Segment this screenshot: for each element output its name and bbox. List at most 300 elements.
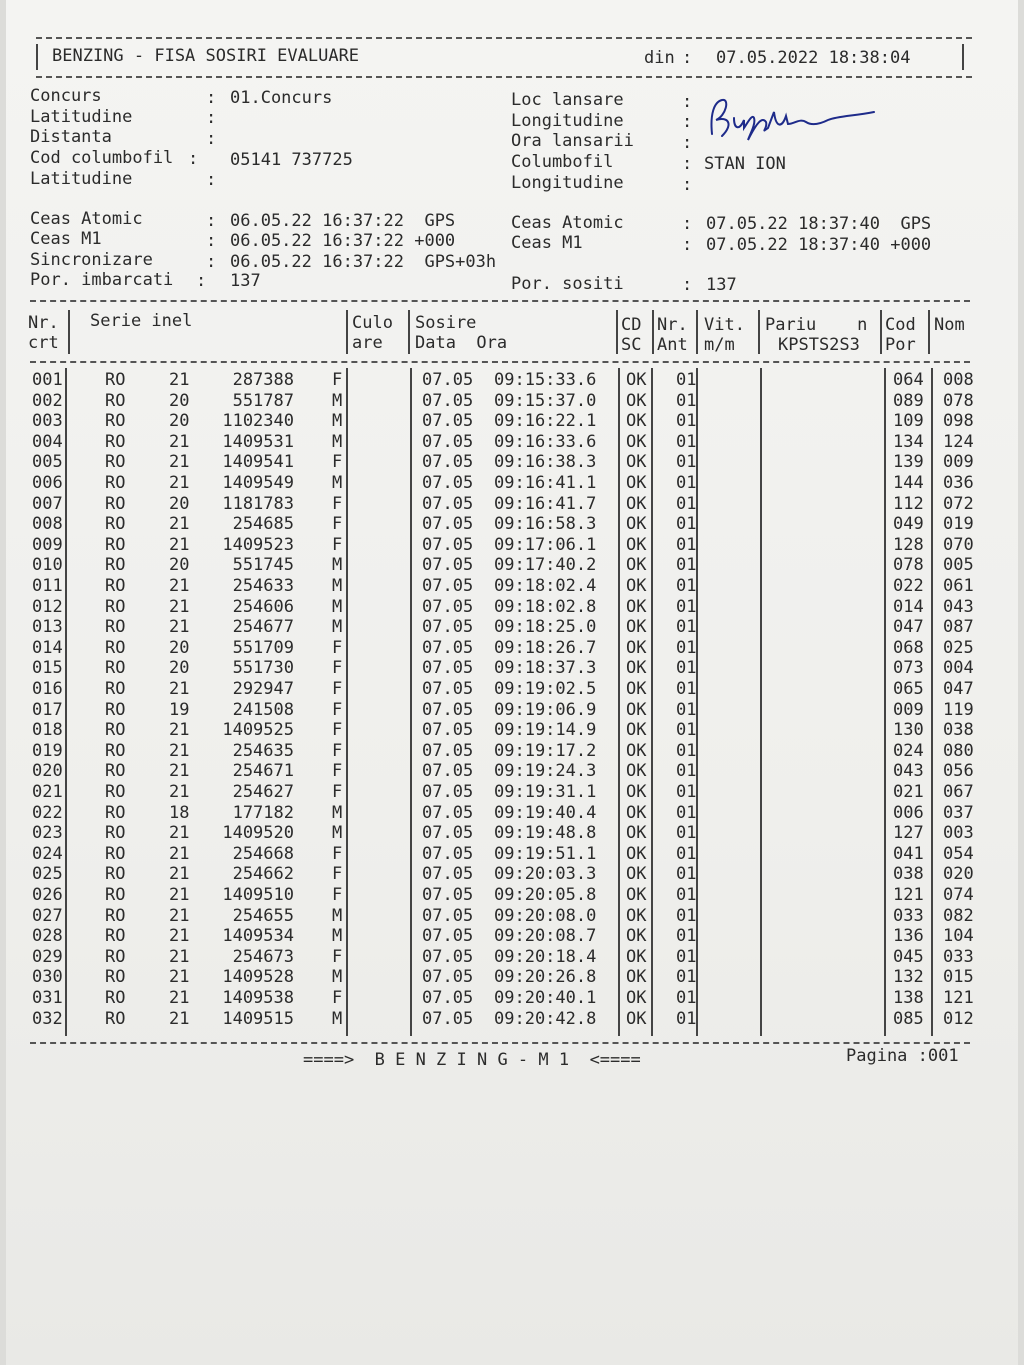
th-ant: Ant bbox=[657, 335, 688, 355]
cell-cod: 065 bbox=[893, 679, 924, 699]
info-colon: : bbox=[206, 129, 217, 149]
cell-sex: F bbox=[332, 885, 343, 905]
cell-cod: 014 bbox=[893, 596, 924, 617]
cell-inel: 254662 bbox=[232, 864, 294, 885]
cell-nom: 015 bbox=[943, 967, 974, 988]
cell-inel: 254633 bbox=[232, 576, 294, 596]
clock-colon: : bbox=[196, 271, 207, 291]
cell-ora: 09:20:08.7 bbox=[494, 926, 597, 947]
cell-ant: 01 bbox=[676, 946, 697, 967]
cell-sex: F bbox=[332, 843, 343, 864]
cell-ora: 09:19:17.2 bbox=[494, 740, 597, 761]
cell-ant: 01 bbox=[676, 905, 697, 926]
cell-cd: OK bbox=[626, 370, 647, 390]
cell-cod: 128 bbox=[893, 534, 924, 555]
cell-tara: RO bbox=[105, 823, 126, 844]
cell-cd: OK bbox=[626, 679, 647, 699]
cell-nr: 009 bbox=[32, 534, 63, 555]
cell-nom: 054 bbox=[943, 843, 974, 864]
cell-data: 07.05 bbox=[422, 370, 474, 390]
cell-data: 07.05 bbox=[422, 720, 474, 741]
cell-cod: 043 bbox=[893, 761, 924, 782]
cell-tara: RO bbox=[105, 1008, 126, 1029]
cell-nr: 022 bbox=[32, 802, 63, 823]
clock-colon: : bbox=[206, 211, 217, 231]
th-sosire: Sosire bbox=[415, 313, 477, 333]
cell-nom: 037 bbox=[943, 802, 974, 823]
cell-ora: 09:20:18.4 bbox=[494, 946, 597, 967]
cell-nr: 002 bbox=[32, 390, 63, 411]
cell-an: 21 bbox=[169, 782, 190, 802]
clock-label: Ceas Atomic bbox=[30, 209, 143, 229]
info-value: 05141 737725 bbox=[230, 150, 353, 170]
table-row bbox=[32, 658, 992, 679]
clock-colon: : bbox=[206, 231, 217, 251]
cell-sex: M bbox=[332, 411, 343, 432]
cell-cd: OK bbox=[626, 802, 647, 823]
page-number: Pagina :001 bbox=[846, 1046, 959, 1066]
cell-data: 07.05 bbox=[422, 679, 474, 699]
th-sc: SC bbox=[621, 335, 642, 355]
cell-nr: 019 bbox=[32, 740, 63, 761]
cell-tara: RO bbox=[105, 617, 126, 638]
table-row bbox=[32, 411, 992, 432]
cell-ant: 01 bbox=[676, 843, 697, 864]
clock-value: 137 bbox=[706, 275, 737, 295]
info-label: Latitudine bbox=[30, 169, 133, 189]
table-row bbox=[32, 679, 992, 700]
cell-nr: 018 bbox=[32, 720, 63, 741]
cell-inel: 1409525 bbox=[222, 720, 294, 741]
cell-cd: OK bbox=[626, 761, 647, 782]
cell-cd: OK bbox=[626, 473, 647, 493]
cell-cod: 033 bbox=[893, 905, 924, 926]
th-nom: Nom bbox=[934, 315, 965, 335]
cell-ant: 01 bbox=[676, 699, 697, 720]
info-label: Loc lansare bbox=[511, 90, 624, 110]
clock-value: 137 bbox=[230, 271, 261, 291]
cell-nom: 098 bbox=[943, 411, 974, 432]
cell-sex: M bbox=[332, 390, 343, 411]
report-date-label: din bbox=[644, 48, 675, 68]
table-row bbox=[32, 741, 992, 762]
cell-tara: RO bbox=[105, 534, 126, 555]
cell-nr: 024 bbox=[32, 843, 63, 864]
cell-inel: 177182 bbox=[232, 802, 294, 823]
cell-cd: OK bbox=[626, 988, 647, 1008]
cell-data: 07.05 bbox=[422, 967, 474, 988]
cell-ant: 01 bbox=[676, 967, 697, 988]
cell-an: 20 bbox=[169, 390, 190, 411]
cell-ant: 01 bbox=[676, 802, 697, 823]
cell-data: 07.05 bbox=[422, 534, 474, 555]
cell-inel: 254671 bbox=[232, 761, 294, 782]
top-border bbox=[36, 37, 972, 39]
cell-an: 21 bbox=[169, 514, 190, 535]
th-cod: Cod bbox=[885, 315, 916, 335]
cell-nom: 067 bbox=[943, 782, 974, 802]
table-row bbox=[32, 823, 992, 844]
cell-nr: 007 bbox=[32, 493, 63, 514]
th-crt: crt bbox=[28, 333, 59, 353]
cell-tara: RO bbox=[105, 946, 126, 967]
cell-inel: 241508 bbox=[232, 699, 294, 720]
cell-cd: OK bbox=[626, 431, 647, 452]
cell-ora: 09:20:40.1 bbox=[494, 988, 597, 1008]
cell-an: 21 bbox=[169, 823, 190, 844]
cell-ora: 09:20:03.3 bbox=[494, 864, 597, 885]
table-row bbox=[32, 967, 992, 988]
cell-nom: 019 bbox=[943, 514, 974, 535]
cell-an: 21 bbox=[169, 843, 190, 864]
cell-tara: RO bbox=[105, 679, 126, 699]
cell-nom: 043 bbox=[943, 596, 974, 617]
cell-inel: 1409515 bbox=[222, 1008, 294, 1029]
cell-nom: 005 bbox=[943, 555, 974, 576]
cell-an: 21 bbox=[169, 679, 190, 699]
table-header-bottom-border bbox=[30, 361, 970, 363]
cell-cd: OK bbox=[626, 843, 647, 864]
cell-ant: 01 bbox=[676, 555, 697, 576]
cell-cod: 127 bbox=[893, 823, 924, 844]
cell-cd: OK bbox=[626, 1008, 647, 1029]
cell-cod: 006 bbox=[893, 802, 924, 823]
col-sep bbox=[880, 310, 882, 354]
cell-sex: F bbox=[332, 864, 343, 885]
cell-sex: F bbox=[332, 514, 343, 535]
table-row bbox=[32, 700, 992, 721]
info-colon: : bbox=[206, 108, 217, 128]
cell-sex: F bbox=[332, 370, 343, 390]
cell-tara: RO bbox=[105, 514, 126, 535]
cell-cod: 085 bbox=[893, 1008, 924, 1029]
cell-nom: 047 bbox=[943, 679, 974, 699]
cell-data: 07.05 bbox=[422, 988, 474, 1008]
cell-ora: 09:16:58.3 bbox=[494, 514, 597, 535]
cell-ant: 01 bbox=[676, 431, 697, 452]
cell-nr: 011 bbox=[32, 576, 63, 596]
cell-data: 07.05 bbox=[422, 885, 474, 905]
cell-data: 07.05 bbox=[422, 514, 474, 535]
col-sep bbox=[652, 310, 654, 354]
cell-sex: M bbox=[332, 431, 343, 452]
cell-ora: 09:19:31.1 bbox=[494, 782, 597, 802]
cell-nom: 012 bbox=[943, 1008, 974, 1029]
cell-nr: 013 bbox=[32, 617, 63, 638]
cell-nr: 014 bbox=[32, 637, 63, 658]
cell-tara: RO bbox=[105, 431, 126, 452]
clock-value: 06.05.22 16:37:22 GPS+03h bbox=[230, 252, 497, 272]
cell-cod: 024 bbox=[893, 740, 924, 761]
cell-ora: 09:17:06.1 bbox=[494, 534, 597, 555]
cell-sex: F bbox=[332, 761, 343, 782]
cell-cd: OK bbox=[626, 452, 647, 473]
cell-sex: M bbox=[332, 823, 343, 844]
clock-value: 06.05.22 16:37:22 +000 bbox=[230, 231, 456, 251]
cell-inel: 287388 bbox=[232, 370, 294, 390]
table-row bbox=[32, 926, 992, 947]
th-nr-ant: Nr. bbox=[657, 315, 688, 335]
cell-ant: 01 bbox=[676, 473, 697, 493]
cell-an: 21 bbox=[169, 576, 190, 596]
cell-cd: OK bbox=[626, 720, 647, 741]
cell-ant: 01 bbox=[676, 493, 697, 514]
info-colon: : bbox=[682, 175, 693, 195]
cell-data: 07.05 bbox=[422, 740, 474, 761]
cell-ora: 09:20:08.0 bbox=[494, 905, 597, 926]
cell-ant: 01 bbox=[676, 740, 697, 761]
th-pariu: Pariu n bbox=[765, 315, 868, 335]
cell-an: 21 bbox=[169, 761, 190, 782]
title-bottom-border bbox=[36, 76, 972, 78]
cell-tara: RO bbox=[105, 926, 126, 947]
cell-data: 07.05 bbox=[422, 390, 474, 411]
cell-cd: OK bbox=[626, 967, 647, 988]
cell-an: 21 bbox=[169, 452, 190, 473]
clock-colon: : bbox=[682, 235, 693, 255]
cell-cd: OK bbox=[626, 658, 647, 679]
clock-value: 07.05.22 18:37:40 GPS bbox=[706, 214, 932, 234]
cell-ora: 09:16:33.6 bbox=[494, 431, 597, 452]
cell-nr: 005 bbox=[32, 452, 63, 473]
cell-ant: 01 bbox=[676, 617, 697, 638]
clock-label: Ceas M1 bbox=[511, 233, 583, 253]
cell-nr: 001 bbox=[32, 370, 63, 390]
cell-tara: RO bbox=[105, 452, 126, 473]
cell-nom: 074 bbox=[943, 885, 974, 905]
cell-cod: 064 bbox=[893, 370, 924, 390]
cell-tara: RO bbox=[105, 905, 126, 926]
cell-nr: 017 bbox=[32, 699, 63, 720]
report-sheet bbox=[6, 0, 1018, 1365]
cell-cod: 089 bbox=[893, 390, 924, 411]
cell-ant: 01 bbox=[676, 823, 697, 844]
cell-sex: M bbox=[332, 617, 343, 638]
cell-an: 21 bbox=[169, 885, 190, 905]
cell-cd: OK bbox=[626, 390, 647, 411]
cell-inel: 292947 bbox=[232, 679, 294, 699]
cell-cd: OK bbox=[626, 596, 647, 617]
cell-cd: OK bbox=[626, 699, 647, 720]
cell-inel: 254655 bbox=[232, 905, 294, 926]
handwritten-signature bbox=[704, 94, 884, 144]
cell-cod: 121 bbox=[893, 885, 924, 905]
cell-cd: OK bbox=[626, 823, 647, 844]
clock-colon: : bbox=[682, 275, 693, 295]
cell-nr: 004 bbox=[32, 431, 63, 452]
table-row bbox=[32, 1009, 992, 1030]
cell-an: 20 bbox=[169, 493, 190, 514]
cell-cod: 038 bbox=[893, 864, 924, 885]
cell-cod: 022 bbox=[893, 576, 924, 596]
cell-cd: OK bbox=[626, 740, 647, 761]
cell-nr: 010 bbox=[32, 555, 63, 576]
info-colon: : bbox=[206, 170, 217, 190]
cell-ant: 01 bbox=[676, 534, 697, 555]
info-label: Longitudine bbox=[511, 173, 624, 193]
th-vit: Vit. bbox=[704, 315, 745, 335]
cell-data: 07.05 bbox=[422, 926, 474, 947]
clock-label: Ceas Atomic bbox=[511, 213, 624, 233]
cell-tara: RO bbox=[105, 782, 126, 802]
cell-tara: RO bbox=[105, 493, 126, 514]
cell-ora: 09:18:25.0 bbox=[494, 617, 597, 638]
cell-tara: RO bbox=[105, 390, 126, 411]
cell-an: 18 bbox=[169, 802, 190, 823]
cell-sex: F bbox=[332, 740, 343, 761]
th-data-ora: Data Ora bbox=[415, 333, 508, 353]
cell-sex: F bbox=[332, 720, 343, 741]
table-row bbox=[32, 452, 992, 473]
cell-nom: 124 bbox=[943, 431, 974, 452]
cell-an: 20 bbox=[169, 658, 190, 679]
info-label: Ora lansarii bbox=[511, 131, 634, 151]
cell-cod: 068 bbox=[893, 637, 924, 658]
cell-inel: 254635 bbox=[232, 740, 294, 761]
cell-ant: 01 bbox=[676, 370, 697, 390]
cell-ora: 09:15:37.0 bbox=[494, 390, 597, 411]
cell-inel: 1181783 bbox=[222, 493, 294, 514]
cell-tara: RO bbox=[105, 843, 126, 864]
cell-cod: 047 bbox=[893, 617, 924, 638]
cell-an: 21 bbox=[169, 431, 190, 452]
cell-sex: F bbox=[332, 988, 343, 1008]
cell-cd: OK bbox=[626, 514, 647, 535]
cell-an: 21 bbox=[169, 1008, 190, 1029]
cell-an: 21 bbox=[169, 988, 190, 1008]
th-are: are bbox=[352, 333, 383, 353]
cell-nr: 003 bbox=[32, 411, 63, 432]
table-row bbox=[32, 555, 992, 576]
cell-nr: 008 bbox=[32, 514, 63, 535]
cell-cod: 136 bbox=[893, 926, 924, 947]
cell-nom: 003 bbox=[943, 823, 974, 844]
cell-ant: 01 bbox=[676, 679, 697, 699]
th-por: Por bbox=[885, 335, 916, 355]
th-serie-inel: Serie inel bbox=[90, 311, 193, 331]
cell-an: 21 bbox=[169, 473, 190, 493]
cell-an: 21 bbox=[169, 926, 190, 947]
cell-ant: 01 bbox=[676, 864, 697, 885]
cell-cd: OK bbox=[626, 926, 647, 947]
info-label: Columbofil bbox=[511, 152, 614, 172]
cell-tara: RO bbox=[105, 720, 126, 741]
cell-sex: F bbox=[332, 658, 343, 679]
cell-nom: 020 bbox=[943, 864, 974, 885]
cell-nom: 025 bbox=[943, 637, 974, 658]
cell-cod: 134 bbox=[893, 431, 924, 452]
cell-data: 07.05 bbox=[422, 637, 474, 658]
cell-sex: F bbox=[332, 679, 343, 699]
cell-nom: 033 bbox=[943, 946, 974, 967]
cell-cd: OK bbox=[626, 534, 647, 555]
cell-ora: 09:19:48.8 bbox=[494, 823, 597, 844]
cell-cod: 139 bbox=[893, 452, 924, 473]
cell-ora: 09:19:14.9 bbox=[494, 720, 597, 741]
cell-ant: 01 bbox=[676, 596, 697, 617]
cell-inel: 1409523 bbox=[222, 534, 294, 555]
cell-cod: 112 bbox=[893, 493, 924, 514]
report-date-colon: : bbox=[682, 48, 693, 68]
report-date-value: 07.05.2022 18:38:04 bbox=[716, 48, 911, 68]
cell-inel: 254685 bbox=[232, 514, 294, 535]
cell-nr: 020 bbox=[32, 761, 63, 782]
cell-inel: 1409528 bbox=[222, 967, 294, 988]
info-value: 01.Concurs bbox=[230, 88, 333, 108]
cell-cd: OK bbox=[626, 555, 647, 576]
cell-an: 20 bbox=[169, 555, 190, 576]
cell-ant: 01 bbox=[676, 637, 697, 658]
cell-ant: 01 bbox=[676, 452, 697, 473]
cell-ora: 09:19:02.5 bbox=[494, 679, 597, 699]
cell-inel: 551709 bbox=[232, 637, 294, 658]
cell-cd: OK bbox=[626, 617, 647, 638]
clock-label: Sincronizare bbox=[30, 250, 153, 270]
cell-inel: 1409510 bbox=[222, 885, 294, 905]
cell-inel: 254677 bbox=[232, 617, 294, 638]
table-row bbox=[32, 844, 992, 865]
table-row bbox=[32, 720, 992, 741]
title-right-edge bbox=[962, 44, 964, 70]
cell-ora: 09:20:05.8 bbox=[494, 885, 597, 905]
table-row bbox=[32, 597, 992, 618]
cell-nom: 061 bbox=[943, 576, 974, 596]
cell-an: 21 bbox=[169, 967, 190, 988]
cell-an: 21 bbox=[169, 596, 190, 617]
table-row bbox=[32, 370, 992, 391]
col-sep bbox=[346, 310, 348, 354]
cell-data: 07.05 bbox=[422, 493, 474, 514]
cell-ant: 01 bbox=[676, 885, 697, 905]
cell-nom: 009 bbox=[943, 452, 974, 473]
cell-sex: M bbox=[332, 967, 343, 988]
cell-cod: 144 bbox=[893, 473, 924, 493]
cell-data: 07.05 bbox=[422, 823, 474, 844]
cell-tara: RO bbox=[105, 699, 126, 720]
th-culo: Culo bbox=[352, 313, 393, 333]
cell-sex: F bbox=[332, 493, 343, 514]
info-colon: : bbox=[188, 149, 199, 169]
cell-tara: RO bbox=[105, 761, 126, 782]
cell-tara: RO bbox=[105, 576, 126, 596]
cell-sex: M bbox=[332, 596, 343, 617]
cell-ant: 01 bbox=[676, 411, 697, 432]
col-sep bbox=[696, 310, 698, 354]
cell-data: 07.05 bbox=[422, 1008, 474, 1029]
cell-nom: 056 bbox=[943, 761, 974, 782]
cell-inel: 551745 bbox=[232, 555, 294, 576]
th-kps: KPSTS2S3 bbox=[778, 335, 860, 355]
clock-label: Ceas M1 bbox=[30, 229, 102, 249]
col-sep bbox=[68, 310, 70, 354]
cell-tara: RO bbox=[105, 864, 126, 885]
clock-label: Por. sositi bbox=[511, 274, 624, 294]
cell-ora: 09:20:26.8 bbox=[494, 967, 597, 988]
cell-ora: 09:18:02.4 bbox=[494, 576, 597, 596]
cell-ant: 01 bbox=[676, 988, 697, 1008]
cell-nr: 021 bbox=[32, 782, 63, 802]
cell-an: 21 bbox=[169, 720, 190, 741]
table-bottom-border bbox=[30, 1042, 970, 1044]
cell-ora: 09:18:37.3 bbox=[494, 658, 597, 679]
cell-an: 21 bbox=[169, 905, 190, 926]
cell-ant: 01 bbox=[676, 514, 697, 535]
info-colon: : bbox=[682, 112, 693, 132]
col-sep bbox=[616, 310, 618, 354]
clock-value: 07.05.22 18:37:40 +000 bbox=[706, 235, 932, 255]
cell-nr: 006 bbox=[32, 473, 63, 493]
cell-ant: 01 bbox=[676, 926, 697, 947]
